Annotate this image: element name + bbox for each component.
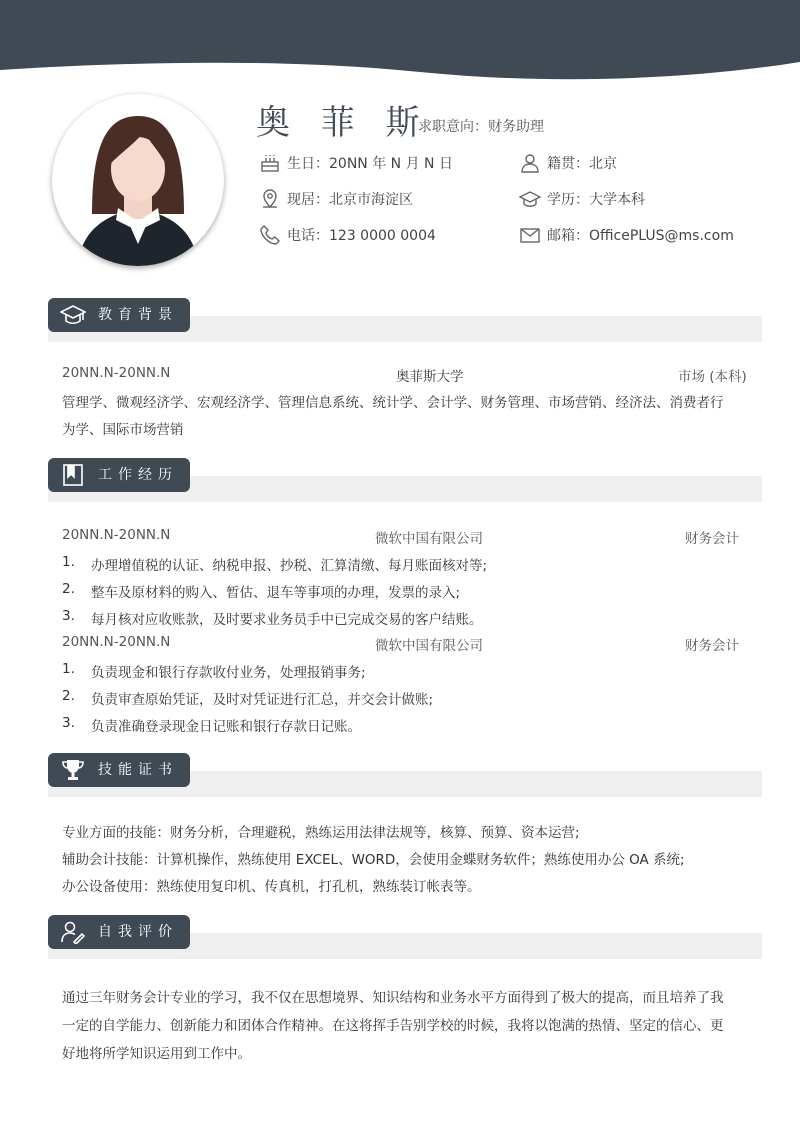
list-item-number: 3.: [62, 715, 75, 731]
education-major: 市场 (本科): [678, 369, 747, 385]
list-item-number: 1.: [62, 661, 75, 677]
location-icon: [259, 188, 281, 210]
list-item: 办理增值税的认证、纳税申报、抄税、汇算清缴、每月账面核对等;: [91, 558, 488, 574]
skill-line: 专业方面的技能：财务分析，合理避税，熟练运用法律法规等，核算、预算、资本运营;: [62, 825, 580, 841]
job-company: 微软中国有限公司: [375, 531, 483, 547]
user-edit-icon: [60, 920, 86, 944]
skill-line: 辅助会计技能：计算机操作，熟练使用 EXCEL、WORD，会使用金蝶财务软件；熟练使用办公 OA 系统;: [62, 852, 685, 868]
list-item: 负责审查原始凭证，及时对凭证进行汇总，并交会计做账;: [91, 692, 434, 708]
section-title-skills: 技能证书: [48, 753, 190, 787]
phone-text[interactable]: 电话：123 0000 0004: [287, 228, 436, 244]
job-date: 20NN.N-20NN.N: [62, 527, 171, 543]
list-item: 每月核对应收账款，及时要求业务员手中已完成交易的客户结账。: [91, 612, 483, 628]
mail-icon: [519, 224, 541, 246]
job-role: 财务会计: [685, 638, 739, 654]
list-item: 负责现金和银行存款收付业务，处理报销事务;: [91, 665, 366, 681]
list-item: 整车及原材料的购入、暂估、退车等事项的办理，发票的录入;: [91, 585, 461, 601]
bookmark-icon: [60, 463, 86, 487]
education-courses-line: 管理学、微观经济学、宏观经济学、管理信息系统、统计学、会计学、财务管理、市场营销、经济法、消费者行: [62, 395, 724, 411]
phone-icon: [259, 224, 281, 246]
header-band: [0, 0, 800, 90]
job-company: 微软中国有限公司: [375, 638, 483, 654]
skill-line: 办公设备使用：熟练使用复印机、传真机，打孔机，熟练装订帐表等。: [62, 879, 481, 895]
list-item-number: 2.: [62, 581, 75, 597]
avatar: [52, 94, 224, 266]
self-eval-line: 一定的自学能力、创新能力和团体合作精神。在这将挥手告别学校的时候，我将以饱满的热情、坚定的信心、更: [62, 1018, 724, 1034]
section-title-self: 自我评价: [48, 915, 190, 949]
cake-icon: [259, 152, 281, 174]
self-eval-line: 通过三年财务会计专业的学习，我不仅在思想境界、知识结构和业务水平方面得到了极大的提高，而且培养了我: [62, 990, 724, 1006]
section-title-education: 教育背景: [48, 298, 190, 332]
list-item-number: 1.: [62, 554, 75, 570]
education-text: 学历：大学本科: [547, 192, 645, 208]
email-text[interactable]: 邮箱：OfficePLUS@ms.com: [547, 228, 734, 244]
list-item-number: 3.: [62, 608, 75, 624]
job-intent: 求职意向：财务助理: [418, 119, 544, 135]
job-role: 财务会计: [685, 531, 739, 547]
education-school: 奥菲斯大学: [396, 369, 464, 385]
candidate-name: 奥 菲 斯: [256, 103, 430, 143]
education-date: 20NN.N-20NN.N: [62, 365, 171, 381]
self-eval-line: 好地将所学知识运用到工作中。: [62, 1046, 251, 1062]
person-icon: [519, 152, 541, 174]
birthday-text: 生日：20NN 年 N 月 N 日: [287, 156, 453, 172]
list-item-number: 2.: [62, 688, 75, 704]
education-courses-line: 为学、国际市场营销: [62, 422, 184, 438]
job-date: 20NN.N-20NN.N: [62, 634, 171, 650]
native-text: 籍贯：北京: [547, 156, 617, 172]
section-title-work: 工作经历: [48, 458, 190, 492]
graduation-cap-icon: [519, 188, 541, 210]
graduation-cap-icon: [60, 303, 86, 327]
residence-text: 现居：北京市海淀区: [287, 192, 413, 208]
trophy-icon: [60, 758, 86, 782]
list-item: 负责准确登录现金日记账和银行存款日记账。: [91, 719, 361, 735]
